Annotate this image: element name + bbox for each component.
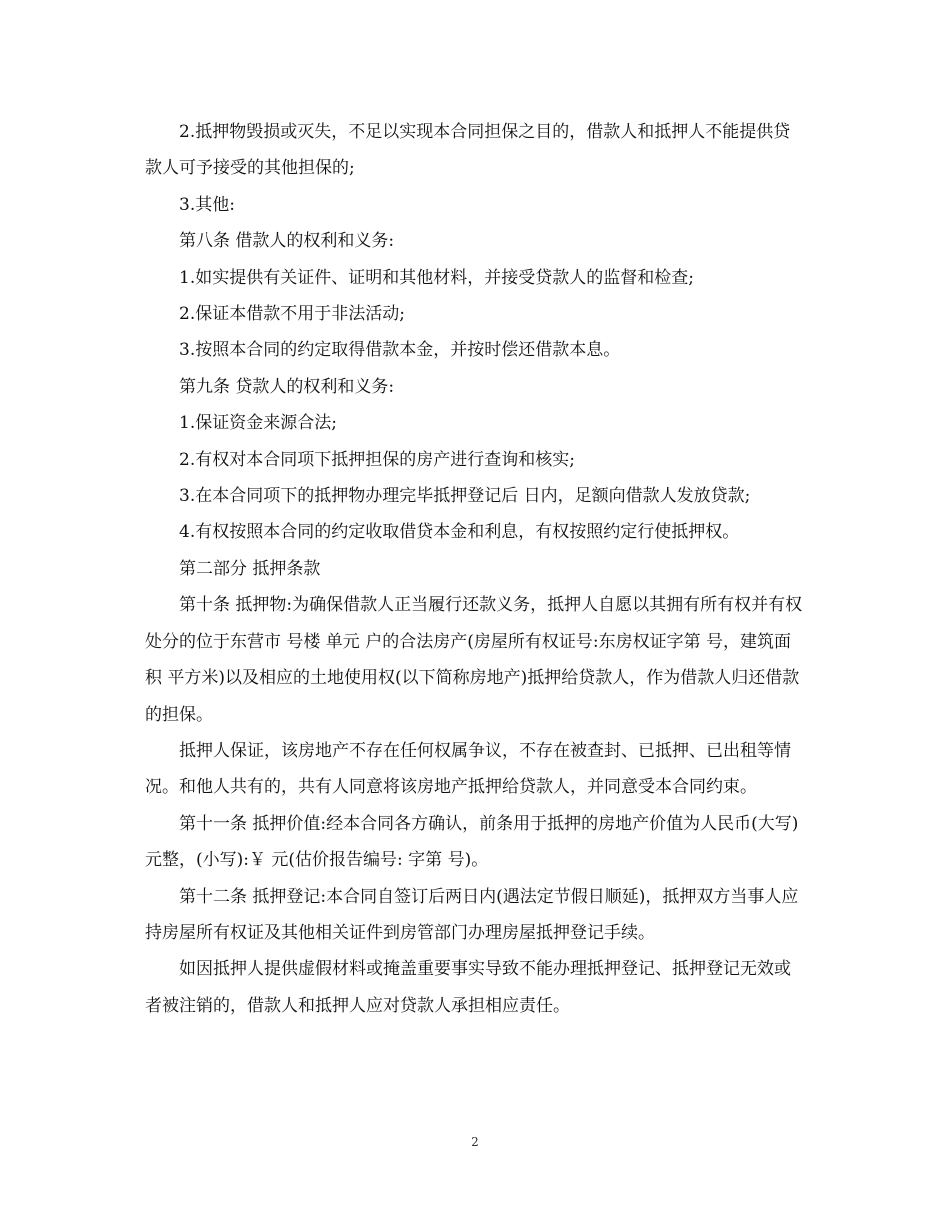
paragraph-item-3-other: 3.其他: [179, 194, 235, 215]
page-number: 2 [471, 1135, 479, 1149]
paragraph-mortgagor-guarantee: 抵押人保证，该房地产不存在任何权属争议，不存在被查封、已抵押、已出租等情况。和他人共有的，共有人同意将该房地产抵押给贷款人，并同意受本合同约束。 [145, 740, 791, 798]
article-8-heading: 第八条 借款人的权利和义务: [179, 231, 395, 252]
paragraph-lender-duty-4: 4.有权按照本合同的约定收取借贷本金和利息，有权按照约定行使抵押权。 [179, 522, 740, 543]
paragraph-item-2-collateral-damage: 2.抵押物毁损或灭失，不足以实现本合同担保之目的，借款人和抵押人不能提供贷款人可予接受的其他担保的; [145, 122, 791, 179]
part-2-heading: 第二部分 抵押条款 [179, 558, 321, 579]
paragraph-borrower-duty-2: 2.保证本借款不用于非法活动; [179, 304, 405, 325]
document-body [145, 114, 805, 1024]
article-10-collateral: 第十条 抵押物:为确保借款人正当履行还款义务，抵押人自愿以其拥有所有权并有权处分的位于东营市 号楼 单元 户的合法房产(房屋所有权证号:东房权证字第 号，建筑面积 平方米)以及相应的土地使用权(以下简称房地产)抵押给贷款人，作为借款人归还借款的担保。 [145, 595, 803, 725]
paragraph-borrower-duty-3: 3.按照本合同的约定取得借款本金，并按时偿还借款本息。 [179, 340, 621, 361]
article-9-heading: 第九条 贷款人的权利和义务: [179, 376, 395, 397]
paragraph-lender-duty-2: 2.有权对本合同项下抵押担保的房产进行查询和核实; [179, 449, 575, 470]
paragraph-borrower-duty-1: 1.如实提供有关证件、证明和其他材料，并接受贷款人的监督和检查; [179, 267, 694, 288]
article-11-collateral-value: 第十一条 抵押价值:经本合同各方确认，前条用于抵押的房地产价值为人民币(大写) 元整，(小写):￥ 元(估价报告编号: 字第 号)。 [145, 813, 799, 871]
paragraph-registration-liability: 如因抵押人提供虚假材料或掩盖重要事实导致不能办理抵押登记、抵押登记无效或者被注销的，借款人和抵押人应对贷款人承担相应责任。 [145, 959, 791, 1016]
paragraph-lender-duty-3: 3.在本合同项下的抵押物办理完毕抵押登记后 日内，足额向借款人发放贷款; [179, 486, 751, 507]
paragraph-lender-duty-1: 1.保证资金来源合法; [179, 413, 337, 434]
article-12-registration: 第十二条 抵押登记:本合同自签订后两日内(遇法定节假日顺延)，抵押双方当事人应持房屋所有权证及其他相关证件到房管部门办理房屋抵押登记手续。 [145, 886, 799, 943]
